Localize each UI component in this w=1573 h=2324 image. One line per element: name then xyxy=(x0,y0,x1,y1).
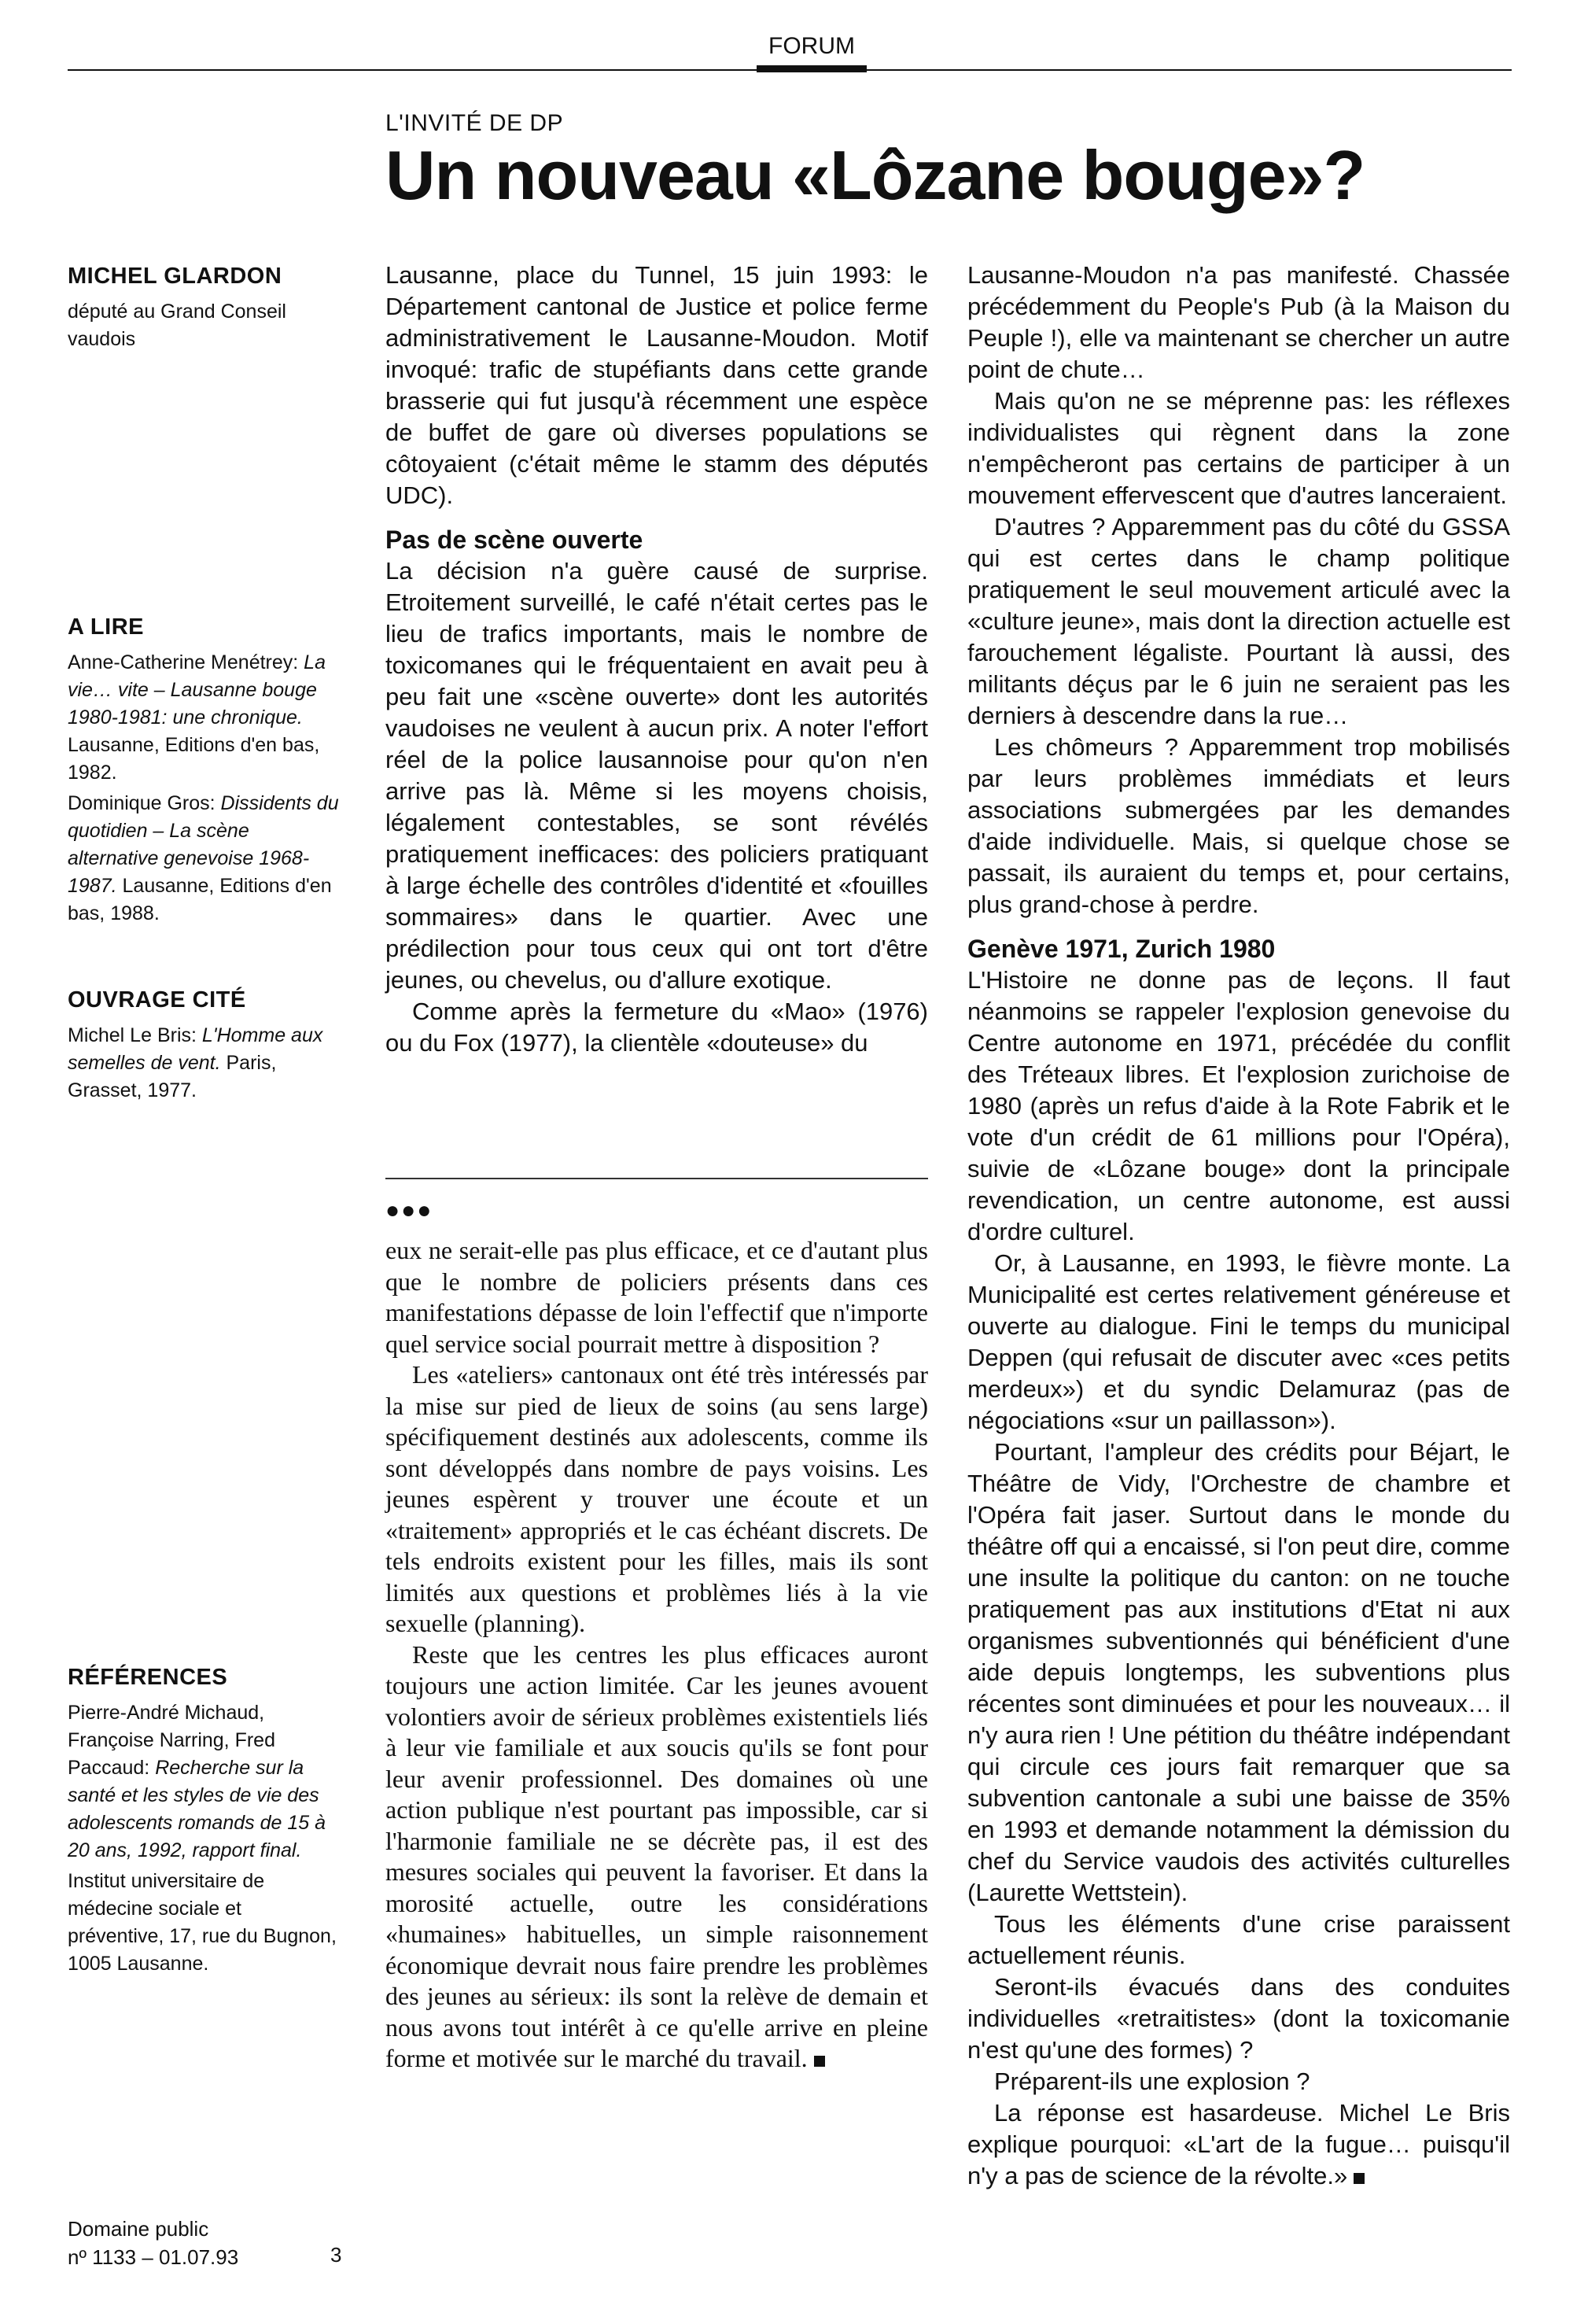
kicker: L'INVITÉ DE DP xyxy=(385,110,564,136)
page-number: 3 xyxy=(330,2243,342,2267)
article-column-middle xyxy=(385,260,928,1059)
article-column-right xyxy=(967,260,1510,2192)
section-rule-marker xyxy=(757,65,867,72)
article-paragraph: Pourtant, l'ampleur des crédits pour Béjart, le Théâtre de Vidy, l'Orchestre de chambre et l'Opéra fait jaser. Surtout dans le monde du théâtre off qui a encaissé, si l'on peut dire, comme une insulte la politique du canton: on ne touche pratiquement pas aux institutions d'Etat ni aux organismes subventionnés qui bénéficient d'une aide depuis longtemps, les subventions plus récentes sont diminuées et pour les nouveaux… il n'y aura rien ! Une pétition du théâtre indépendant qui circule ces jours fait remarquer que sa subvention cantonale a subi une baisse de 35% en 1993 et demande notamment la démission du chef du Service vaudois des activités culturelles (Laurette Wettstein). xyxy=(967,1438,1510,1906)
continuation-marker: ●●● xyxy=(385,1197,433,1223)
references-heading: RÉFÉRENCES xyxy=(68,1665,228,1690)
end-mark xyxy=(814,2056,825,2067)
continued-column xyxy=(385,1235,928,2075)
article-paragraph: Les «ateliers» cantonaux ont été très intéressés par la mise sur pied de lieux de soins (au sens large) spécifiquement destinés aux adolescents, comme ils sont développés dans nombre de pays voisins. Les jeunes espèrent y trouver une écoute et un «traitement» appropriés et le cas échéant discrets. De tels endroits existent pour les filles, mais ils sont limités aux questions et problèmes liés à la vie sexuelle (planning). xyxy=(385,1360,928,1637)
reference-institute: Institut universitaire de médecine sociale et préventive, 17, rue du Bugnon, 1005 Lausanne. xyxy=(68,1870,337,1975)
author-role: député au Grand Conseil vaudois xyxy=(68,301,286,350)
author-box xyxy=(68,263,343,356)
article-paragraph: Comme après la fermeture du «Mao» (1976) ou du Fox (1977), la clientèle «douteuse» du xyxy=(385,998,928,1057)
article-paragraph: La réponse est hasardeuse. Michel Le Bris explique pourquoi: «L'art de la fugue… puisqu'il n'y a pas de science de la révolte.» xyxy=(967,2099,1510,2189)
article-paragraph: L'Histoire ne donne pas de leçons. Il faut néanmoins se rappeler l'explosion genevoise du Centre autonome en 1971, précédée du conflit des Tréteaux libres. Et l'explosion zurichoise de 1980 (après un refus d'aide à la Rote Fabrik et le vote d'un crédit de 61 millions pour l'Opéra), suivie de «Lôzane bouge» dont la principale revendication, un centre autonome, est aussi d'ordre culturel. xyxy=(967,966,1510,1245)
article-paragraph: Seront-ils évacués dans des conduites individuelles «retraitistes» (dont la toxicomanie n'est qu'une des formes) ? xyxy=(967,1973,1510,2064)
article-paragraph: Mais qu'on ne se méprenne pas: les réflexes individualistes qui règnent dans la zone n'empêcheront pas certains de participer à un mouvement effervescent que d'autres lanceraient. xyxy=(967,387,1510,509)
cited-item: Michel Le Bris: L'Homme aux semelles de vent. Paris, Grasset, 1977. xyxy=(68,1024,323,1101)
article-paragraph: Tous les éléments d'une crise paraissent actuellement réunis. xyxy=(967,1910,1510,1969)
footer-issue: nº 1133 – 01.07.93 xyxy=(68,2245,239,2269)
reading-item: Dominique Gros: Dissidents du quotidien – La scène alternative genevoise 1968-1987. Lausanne, Editions d'en bas, 1988. xyxy=(68,792,339,924)
cited-heading: OUVRAGE CITÉ xyxy=(68,987,246,1013)
cited-work xyxy=(68,987,343,1108)
reference-item: Pierre-André Michaud, Françoise Narring, Fred Paccaud: Recherche sur la santé et les styles de vie des adolescents romands de 15 à 20 ans, 1992, rapport final. xyxy=(68,1702,326,1861)
section-label: FORUM xyxy=(768,33,855,59)
article-paragraph: Les chômeurs ? Apparemment trop mobilisés par leurs problèmes immédiats et leurs associations submergées par les demandes d'aide individuelle. Mais, si quelque chose se passait, ils auraient du temps et, pour certains, plus grand-chose à perdre. xyxy=(967,733,1510,918)
subheading: Pas de scène ouverte xyxy=(385,526,643,554)
column-divider xyxy=(385,1178,928,1179)
author-name: MICHEL GLARDON xyxy=(68,264,282,289)
article-paragraph: La décision n'a guère causé de surprise. Etroitement surveillé, le café n'était certes pas le lieu de trafics importants, mais le nombre de toxicomanes qui le fréquentaient en avait peu à peu fait une «scène ouverte» dont les autorités vaudoises ne veulent à aucun prix. A noter l'effort réel de la police lausannoise pour qu'on n'en arrive pas là. Même si les moyens choisis, légalement contestables, se sont révélés pratiquement inefficaces: des policiers pratiquant à large échelle des contrôles d'identité et «fouilles sommaires» dans le quartier. Avec une prédilection pour tous ceux qui ont tort d'être jeunes, ou chevelus, ou d'allure exotique. xyxy=(385,557,928,994)
reading-list xyxy=(68,614,343,931)
article-paragraph: Lausanne-Moudon n'a pas manifesté. Chassée précédemment du People's Pub (à la Maison du Peuple !), elle va maintenant se chercher un autre point de chute… xyxy=(967,261,1510,383)
article-paragraph: Or, à Lausanne, en 1993, le fièvre monte. La Municipalité est certes relativement généreuse et ouverte au dialogue. Fini le temps du municipal Deppen (qui refusait de discuter avec «ces petits merdeux») et du syndic Delamuraz (pas de négociations «sur un paillasson»). xyxy=(967,1249,1510,1434)
headline: Un nouveau «Lôzane bouge»? xyxy=(385,136,1365,214)
article-paragraph: Préparent-ils une explosion ? xyxy=(994,2068,1310,2095)
reading-item: Anne-Catherine Menétrey: La vie… vite – Lausanne bouge 1980-1981: une chronique. Lausanne, Editions d'en bas, 1982. xyxy=(68,651,326,784)
subheading: Genève 1971, Zurich 1980 xyxy=(967,935,1276,963)
references xyxy=(68,1664,343,1981)
article-paragraph: D'autres ? Apparemment pas du côté du GSSA qui est certes dans le champ politique pratiquement le seul mouvement articulé avec la «culture jeune», mais dont la direction actuelle est farouchement légaliste. Pourtant là aussi, des militants déçus par le 6 juin ne seraient pas les derniers à descendre dans la rue… xyxy=(967,513,1510,729)
end-mark xyxy=(1354,2173,1365,2184)
article-paragraph: eux ne serait-elle pas plus efficace, et ce d'autant plus que le nombre de policiers présents dans ces manifestations dépasse de loin l'effectif que n'importe quel service social pourrait mettre à disposition ? xyxy=(385,1236,928,1358)
publication-footer xyxy=(68,2215,367,2271)
article-paragraph: Lausanne, place du Tunnel, 15 juin 1993: le Département cantonal de Justice et police ferme administrativement le Lausanne-Moudon. Motif invoqué: trafic de stupéfiants dans cette grande brasserie qui fut jusqu'à récemment une espèce de buffet de gare où diverses populations se côtoyaient (c'était même le stamm des députés UDC). xyxy=(385,261,928,509)
footer-publication: Domaine public xyxy=(68,2217,209,2241)
reading-heading: A LIRE xyxy=(68,614,144,640)
article-paragraph: Reste que les centres les plus efficaces auront toujours une action limitée. Car les jeunes avouent volontiers avoir de sérieux problèmes existentiels liés à leur vie familiale et aux soucis qu'ils se font pour leur avenir professionnel. Des domaines où une action publique n'est pourtant pas impossible, car si l'harmonie familiale ne se décrète pas, il est des mesures sociales qui peuvent la favoriser. Et dans la morosité actuelle, outre les considérations «humaines» habituelles, un simple raisonnement économique devrait nous faire prendre les problèmes des jeunes au sérieux: ils sont la relève de demain et nous avons tout intérêt à ce qu'elle arrive en pleine forme et motivée sur le marché du travail. xyxy=(385,1640,928,2072)
